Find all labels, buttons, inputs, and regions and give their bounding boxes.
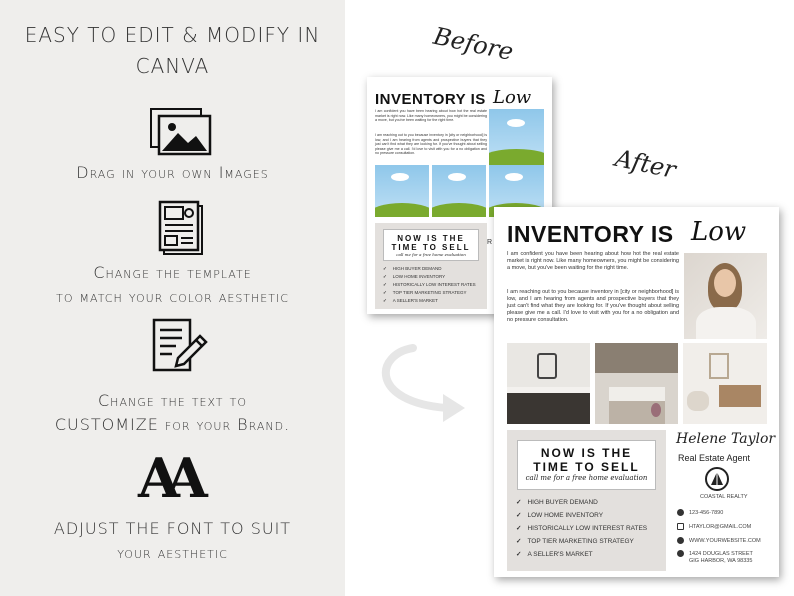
- email-icon: [677, 523, 684, 530]
- before-check-item: ✓ HIGH BUYER DEMAND: [383, 266, 442, 271]
- agent-title: Real Estate Agent: [678, 453, 751, 463]
- agent-name: Helene Taylor: [676, 431, 776, 447]
- before-photo-placeholder: [375, 165, 429, 217]
- before-check-item: ✓ TOP TIER MARKETING STRATEGY: [383, 290, 467, 295]
- before-check-item: ✓ LOW HOME INVENTORY: [383, 274, 446, 279]
- image-icon: [150, 108, 212, 161]
- before-check-item: ✓ HISTORICALLY LOW INTEREST RATES: [383, 282, 476, 287]
- after-call-text: call me for a free home evaluation: [525, 474, 648, 482]
- before-para2: I am reaching out to you because inventory in [city or neighborhood] is low, and I am hearing from agents and prospective buyers that they just can't find what they are looking for. If you've thought about selling please give me a call. I'd love to visit with you for a no obligation and no pressure consultation.: [375, 133, 487, 156]
- before-title: INVENTORY IS: [375, 91, 486, 108]
- before-now-line1: NOW IS THE: [397, 234, 465, 243]
- feature-template-line1: Change the template: [93, 263, 252, 282]
- headline-line1: EASY TO EDIT & MODIFY IN: [24, 23, 321, 47]
- after-check-item: ✓ TOP TIER MARKETING STRATEGY: [516, 538, 634, 545]
- left-panel: [0, 0, 345, 596]
- before-agent-initial: R: [487, 239, 493, 246]
- after-label: After: [612, 143, 679, 185]
- before-check-item: ✓ A SELLER'S MARKET: [383, 298, 438, 303]
- template-icon: [158, 200, 204, 261]
- before-photo-placeholder: [489, 109, 544, 165]
- after-sell-box: [507, 430, 666, 571]
- feature-template-line2: to match your color aesthetic: [56, 287, 289, 306]
- before-call-text: call me for a free home evaluation: [396, 252, 466, 257]
- after-check-item: ✓ HIGH BUYER DEMAND: [516, 499, 598, 506]
- address-row: 1424 DOUGLAS STREET: [677, 550, 753, 557]
- before-para1: I am confident you have been hearing about how hot the real estate market is right now. Like many homeowners, you might be considering a move, but you've been waiting for the right time.: [375, 109, 487, 123]
- after-flyer: [494, 207, 779, 577]
- website-row: WWW.YOURWEBSITE.COM: [677, 537, 761, 544]
- edit-document-icon: [152, 318, 208, 379]
- globe-icon: [677, 537, 684, 544]
- after-check-item: ✓ A SELLER'S MARKET: [516, 551, 593, 558]
- feature-text-line1: Change the text to: [98, 391, 247, 410]
- phone-row: 123-456-7890: [677, 509, 723, 516]
- feature-font-line2: your aesthetic: [117, 543, 228, 562]
- feature-images-text: Drag in your own Images: [76, 163, 269, 182]
- agent-photo: [684, 253, 767, 339]
- font-icon: [138, 446, 228, 510]
- feature-font-line1: ADJUST THE FONT TO SUIT: [53, 519, 292, 538]
- before-sell-box: [375, 223, 487, 309]
- interior-photo-kitchen: [595, 343, 678, 424]
- after-check-item: ✓ LOW HOME INVENTORY: [516, 512, 604, 519]
- before-now-line2: TIME TO SELL: [391, 243, 471, 252]
- interior-photo-living: [683, 343, 767, 424]
- after-now-line1: NOW IS THE: [540, 446, 633, 460]
- phone-icon: [677, 509, 684, 516]
- after-para1: I am confident you have been hearing about how hot the real estate market is right now. Like many homeowners, you might be considering a move, but you've been waiting for the right time.: [507, 251, 679, 272]
- location-icon: [677, 550, 684, 557]
- after-para2: I am reaching out to you because inventory in [city or neighborhood] is low, and I am hearing from agents and prospective buyers that they just can't find what they are looking for. If you've thought about selling please give me a call. I'd love to visit with you for a no obligation and no pressure consultation.: [507, 289, 679, 324]
- address-line2: GIG HARBOR, WA 98335: [689, 558, 753, 564]
- feature-text-line2: CUSTOMIZE for your Brand.: [54, 415, 291, 434]
- brokerage-logo-icon: [705, 467, 729, 491]
- before-photo-placeholder: [432, 165, 486, 217]
- brokerage-name: COASTAL REALTY: [700, 494, 748, 500]
- before-title-script: Low: [493, 87, 532, 108]
- email-row: HTAYLOR@GMAIL.COM: [677, 523, 751, 530]
- after-title: INVENTORY IS: [507, 221, 674, 247]
- after-check-item: ✓ HISTORICALLY LOW INTEREST RATES: [516, 525, 648, 532]
- headline-line2: CANVA: [135, 54, 210, 78]
- interior-photo-bathroom: [507, 343, 590, 424]
- after-title-script: Low: [691, 217, 747, 247]
- after-now-line2: TIME TO SELL: [533, 460, 640, 474]
- font-icon-letters: AA: [138, 446, 194, 510]
- curved-arrow-icon: [365, 342, 471, 437]
- before-label: Before: [430, 21, 516, 67]
